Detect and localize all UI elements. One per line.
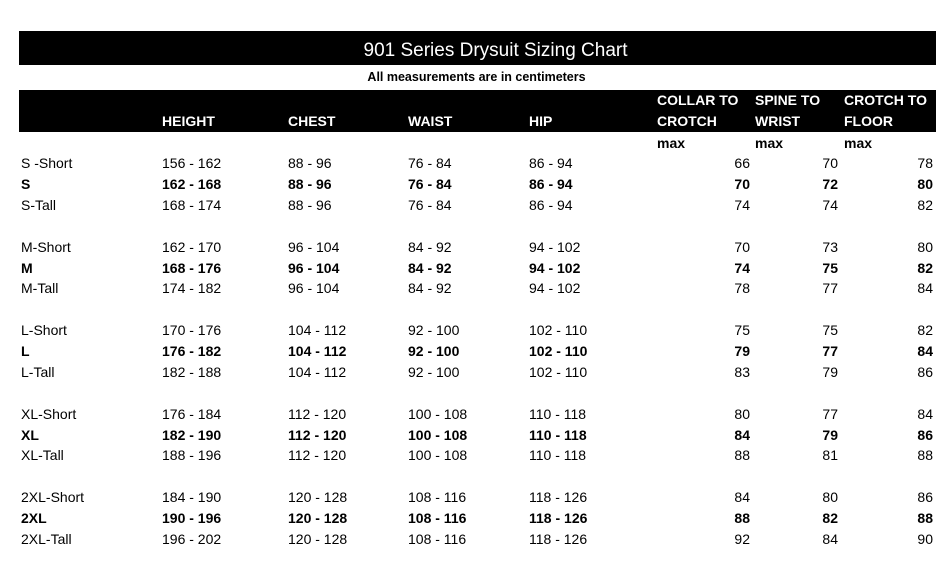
cell-size: M-Tall — [21, 280, 59, 296]
cell-hip: 110 - 118 — [529, 447, 587, 463]
cell-size: S-Tall — [21, 197, 57, 213]
cell-spine: 72 — [822, 176, 838, 192]
cell-height: 176 - 182 — [162, 343, 222, 359]
cell-chest: 104 - 112 — [288, 364, 347, 380]
table-row — [0, 508, 952, 529]
cell-crotch: 86 — [917, 489, 933, 505]
cell-hip: 86 - 94 — [529, 176, 573, 192]
cell-crotch: 80 — [917, 176, 933, 192]
cell-waist: 92 - 100 — [408, 322, 460, 338]
cell-collar: 74 — [734, 260, 750, 276]
cell-spine: 73 — [822, 239, 838, 255]
cell-chest: 104 - 112 — [288, 322, 347, 338]
header-height: HEIGHT — [162, 113, 215, 129]
cell-collar: 74 — [734, 197, 750, 213]
cell-waist: 76 - 84 — [408, 155, 452, 171]
title-bar — [19, 31, 936, 65]
cell-height: 188 - 196 — [162, 447, 222, 463]
cell-chest: 96 - 104 — [288, 260, 340, 276]
cell-crotch: 84 — [917, 280, 933, 296]
cell-height: 190 - 196 — [162, 510, 222, 526]
cell-hip: 110 - 118 — [529, 427, 587, 443]
cell-crotch: 78 — [917, 155, 933, 171]
cell-height: 182 - 190 — [162, 427, 222, 443]
cell-spine: 75 — [822, 322, 838, 338]
units-note: All measurements are in centimeters — [367, 70, 586, 84]
cell-size: M-Short — [21, 239, 71, 255]
cell-size: L — [21, 343, 30, 359]
cell-size: 2XL-Short — [21, 489, 85, 505]
cell-collar: 78 — [734, 280, 750, 296]
cell-size: M — [21, 260, 33, 276]
cell-spine: 77 — [822, 280, 838, 296]
cell-height: 176 - 184 — [162, 406, 222, 422]
cell-height: 168 - 176 — [162, 260, 222, 276]
cell-waist: 100 - 108 — [408, 406, 468, 422]
header-crotch-line1: CROTCH TO — [844, 92, 927, 108]
cell-hip: 86 - 94 — [529, 197, 573, 213]
table-row — [0, 320, 952, 341]
cell-hip: 118 - 126 — [529, 531, 588, 547]
cell-chest: 112 - 120 — [288, 447, 347, 463]
cell-crotch: 86 — [917, 364, 933, 380]
max-label-collar: max — [657, 135, 686, 151]
cell-collar: 70 — [734, 239, 750, 255]
cell-height: 162 - 170 — [162, 239, 222, 255]
cell-hip: 110 - 118 — [529, 406, 587, 422]
cell-size: S -Short — [21, 155, 73, 171]
cell-crotch: 82 — [917, 197, 933, 213]
max-label-spine: max — [755, 135, 784, 151]
cell-collar: 75 — [734, 322, 750, 338]
cell-waist: 92 - 100 — [408, 364, 460, 380]
cell-crotch: 80 — [917, 239, 933, 255]
cell-height: 168 - 174 — [162, 197, 222, 213]
cell-collar: 88 — [734, 447, 750, 463]
cell-size: L-Short — [21, 322, 67, 338]
cell-hip: 118 - 126 — [529, 489, 588, 505]
cell-waist: 100 - 108 — [408, 427, 468, 443]
cell-height: 184 - 190 — [162, 489, 222, 505]
cell-collar: 66 — [734, 155, 750, 171]
cell-hip: 94 - 102 — [529, 280, 581, 296]
cell-spine: 77 — [822, 406, 838, 422]
cell-crotch: 82 — [917, 322, 933, 338]
cell-crotch: 84 — [917, 343, 933, 359]
cell-crotch: 90 — [917, 531, 933, 547]
table-row — [0, 425, 952, 446]
max-label-crotch: max — [844, 135, 873, 151]
cell-collar: 79 — [734, 343, 750, 359]
cell-waist: 84 - 92 — [408, 239, 452, 255]
header-collar-line2: CROTCH — [657, 113, 717, 129]
cell-chest: 96 - 104 — [288, 280, 340, 296]
table-row — [0, 341, 952, 362]
table-header — [19, 90, 936, 132]
cell-waist: 84 - 92 — [408, 260, 452, 276]
cell-spine: 84 — [822, 531, 838, 547]
cell-size: XL-Short — [21, 406, 77, 422]
header-waist: WAIST — [408, 113, 453, 129]
cell-hip: 102 - 110 — [529, 322, 588, 338]
cell-spine: 70 — [822, 155, 838, 171]
table-row — [0, 237, 952, 258]
cell-hip: 86 - 94 — [529, 155, 573, 171]
header-spine-line1: SPINE TO — [755, 92, 821, 108]
table-row — [0, 362, 952, 383]
table-row — [0, 404, 952, 425]
cell-chest: 120 - 128 — [288, 531, 348, 547]
cell-collar: 92 — [734, 531, 750, 547]
cell-height: 174 - 182 — [162, 280, 222, 296]
cell-waist: 108 - 116 — [408, 489, 467, 505]
table-row — [0, 258, 952, 279]
table-row — [0, 278, 952, 299]
cell-chest: 88 - 96 — [288, 155, 332, 171]
table-row — [0, 195, 952, 216]
table-row — [0, 445, 952, 466]
cell-chest: 88 - 96 — [288, 176, 332, 192]
cell-height: 162 - 168 — [162, 176, 222, 192]
table-row — [0, 153, 952, 174]
cell-collar: 84 — [734, 427, 750, 443]
cell-size: S — [21, 176, 31, 192]
page-title: 901 Series Drysuit Sizing Chart — [363, 40, 628, 61]
cell-chest: 120 - 128 — [288, 510, 348, 526]
cell-chest: 112 - 120 — [288, 406, 347, 422]
cell-spine: 82 — [822, 510, 838, 526]
cell-waist: 100 - 108 — [408, 447, 468, 463]
cell-size: L-Tall — [21, 364, 55, 380]
cell-spine: 75 — [822, 260, 838, 276]
table-row — [0, 174, 952, 195]
cell-crotch: 82 — [917, 260, 933, 276]
cell-hip: 94 - 102 — [529, 260, 581, 276]
cell-hip: 94 - 102 — [529, 239, 581, 255]
cell-waist: 84 - 92 — [408, 280, 452, 296]
cell-collar: 84 — [734, 489, 750, 505]
cell-waist: 108 - 116 — [408, 531, 467, 547]
cell-chest: 96 - 104 — [288, 239, 340, 255]
cell-spine: 77 — [822, 343, 838, 359]
cell-collar: 83 — [734, 364, 750, 380]
cell-crotch: 86 — [917, 427, 933, 443]
cell-collar: 88 — [734, 510, 750, 526]
header-hip: HIP — [529, 113, 553, 129]
cell-height: 196 - 202 — [162, 531, 222, 547]
cell-spine: 80 — [822, 489, 838, 505]
cell-waist: 92 - 100 — [408, 343, 460, 359]
cell-hip: 102 - 110 — [529, 343, 588, 359]
cell-crotch: 88 — [917, 510, 933, 526]
cell-chest: 104 - 112 — [288, 343, 347, 359]
header-collar-line1: COLLAR TO — [657, 92, 739, 108]
cell-collar: 80 — [734, 406, 750, 422]
cell-waist: 108 - 116 — [408, 510, 467, 526]
cell-waist: 76 - 84 — [408, 176, 452, 192]
table-row — [0, 487, 952, 508]
header-chest: CHEST — [288, 113, 336, 129]
cell-crotch: 84 — [917, 406, 933, 422]
table-row — [0, 529, 952, 550]
cell-spine: 74 — [822, 197, 838, 213]
cell-spine: 79 — [822, 364, 838, 380]
cell-crotch: 88 — [917, 447, 933, 463]
cell-chest: 120 - 128 — [288, 489, 348, 505]
cell-size: 2XL-Tall — [21, 531, 72, 547]
cell-waist: 76 - 84 — [408, 197, 452, 213]
cell-height: 170 - 176 — [162, 322, 222, 338]
cell-chest: 112 - 120 — [288, 427, 347, 443]
cell-spine: 79 — [822, 427, 838, 443]
cell-height: 156 - 162 — [162, 155, 222, 171]
cell-height: 182 - 188 — [162, 364, 222, 380]
cell-size: XL — [21, 427, 39, 443]
header-spine-line2: WRIST — [755, 113, 801, 129]
cell-chest: 88 - 96 — [288, 197, 332, 213]
cell-spine: 81 — [822, 447, 838, 463]
cell-size: XL-Tall — [21, 447, 64, 463]
cell-collar: 70 — [734, 176, 750, 192]
cell-hip: 118 - 126 — [529, 510, 588, 526]
header-crotch-line2: FLOOR — [844, 113, 893, 129]
cell-hip: 102 - 110 — [529, 364, 588, 380]
cell-size: 2XL — [21, 510, 47, 526]
